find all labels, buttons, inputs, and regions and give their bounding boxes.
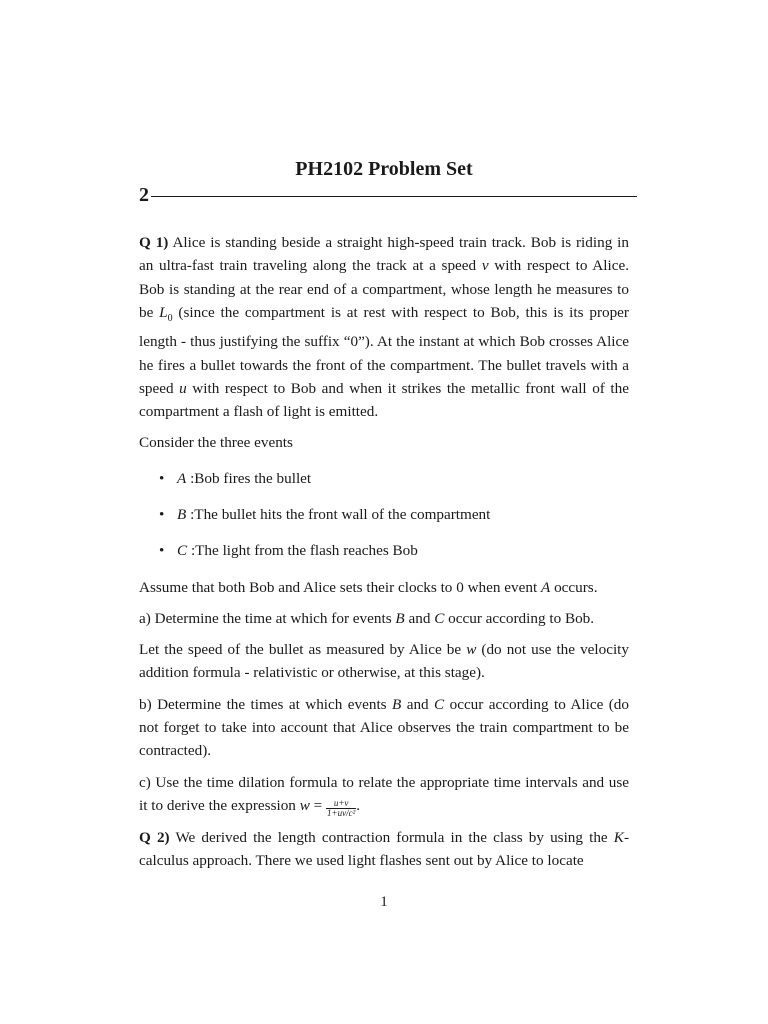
velocity-fraction [326,799,356,818]
q1-paragraph [139,231,629,423]
part-a-text-3: occur according to Bob. [444,609,595,627]
part-b-paragraph [139,693,629,763]
assume-text-1: Assume that both Bob and Alice sets their clocks to 0 when event [139,578,541,596]
fraction-numerator: u+v [326,799,356,809]
q1-text-1: Alice is standing beside a straight high-speed train track. Bob is riding in an ultra-fast train traveling along the track at a speed [139,234,629,275]
q2-paragraph [139,826,629,873]
bullet-icon: • [159,506,165,523]
page-title: PH2102 Problem Set [295,158,473,180]
q2-text-1: We derived the length contraction formula in the class by using the [169,828,614,846]
math-C: C [434,695,445,713]
q1-text-4: with respect to Bob and when it strikes the metallic front wall of the compartment a flash of light is emitted. [139,379,629,421]
part-c-paragraph [139,771,629,818]
consider-paragraph: Consider the three events [139,434,293,452]
part-c-text-1: c) Use the time dilation formula to relate the appropriate time intervals and use it to derive the expression [139,773,629,814]
fraction-denominator: 1+uv/c² [327,807,356,818]
event-text: :The bullet hits the front wall of the compartment [186,506,491,523]
math-v: v [481,257,489,275]
math-L-subscript: 0 [167,312,173,324]
page-number: 1 [380,894,388,910]
part-b-text-3: occur according to Alice (do not forget to take into account that Alice observes the train compartment to be contracted). [139,695,629,760]
subtitle-row [139,184,637,206]
equals-sign: = [309,796,327,814]
let-text-2: (do not use the velocity addition formula - relativistic or otherwise, at this stage). [139,641,629,682]
q2-text-2: -calculus approach. There we used light flashes sent out by Alice to locate [139,828,629,870]
q1-text-3: (since the compartment is at rest with respect to Bob, this is its proper length - thus justifying the suffix “0”). At the instant at which Bob crosses Alice he fires a bullet towards the front of the compartment. The bullet travels with a speed [139,303,629,397]
math-A: A [540,578,551,596]
events-list [139,467,629,563]
math-K: K [613,828,624,846]
problem-set-number: 2 [139,184,149,206]
math-B: B [392,695,402,713]
event-item-b [139,503,629,526]
math-w: w [299,796,310,814]
part-b-text-2: and [401,695,435,713]
part-a-text-2: and [404,609,435,627]
math-u: u [179,379,187,397]
event-text: :The light from the flash reaches Bob [187,542,418,560]
assume-text-2: occurs. [550,578,598,596]
q2-label: Q 2) [139,828,170,846]
event-symbol: B [177,506,187,523]
math-L: L [159,303,168,321]
math-w: w [466,641,477,659]
math-C: C [434,609,445,627]
part-b-text-1: b) Determine the times at which events [139,695,392,713]
event-item-a [139,467,629,490]
event-item-c [139,539,629,562]
event-symbol: A [177,469,187,487]
part-a-text-1: a) Determine the time at which for events [139,609,396,627]
q1-text-2: with respect to Alice. Bob is standing at the rear end of a compartment, whose length he measures to be [139,257,629,321]
part-c-text-2: . [356,796,361,814]
let-paragraph [139,638,629,685]
title-rule [151,196,637,197]
bullet-icon: • [159,469,165,487]
bullet-icon: • [159,542,165,560]
event-symbol: C [177,542,188,560]
part-a-paragraph [139,607,629,630]
assume-paragraph [139,576,629,599]
body-text [139,231,629,881]
q1-label: Q 1) [139,234,169,251]
math-B: B [395,609,405,627]
let-text-1: Let the speed of the bullet as measured by Alice be [139,641,467,659]
event-text: :Bob fires the bullet [186,469,312,487]
